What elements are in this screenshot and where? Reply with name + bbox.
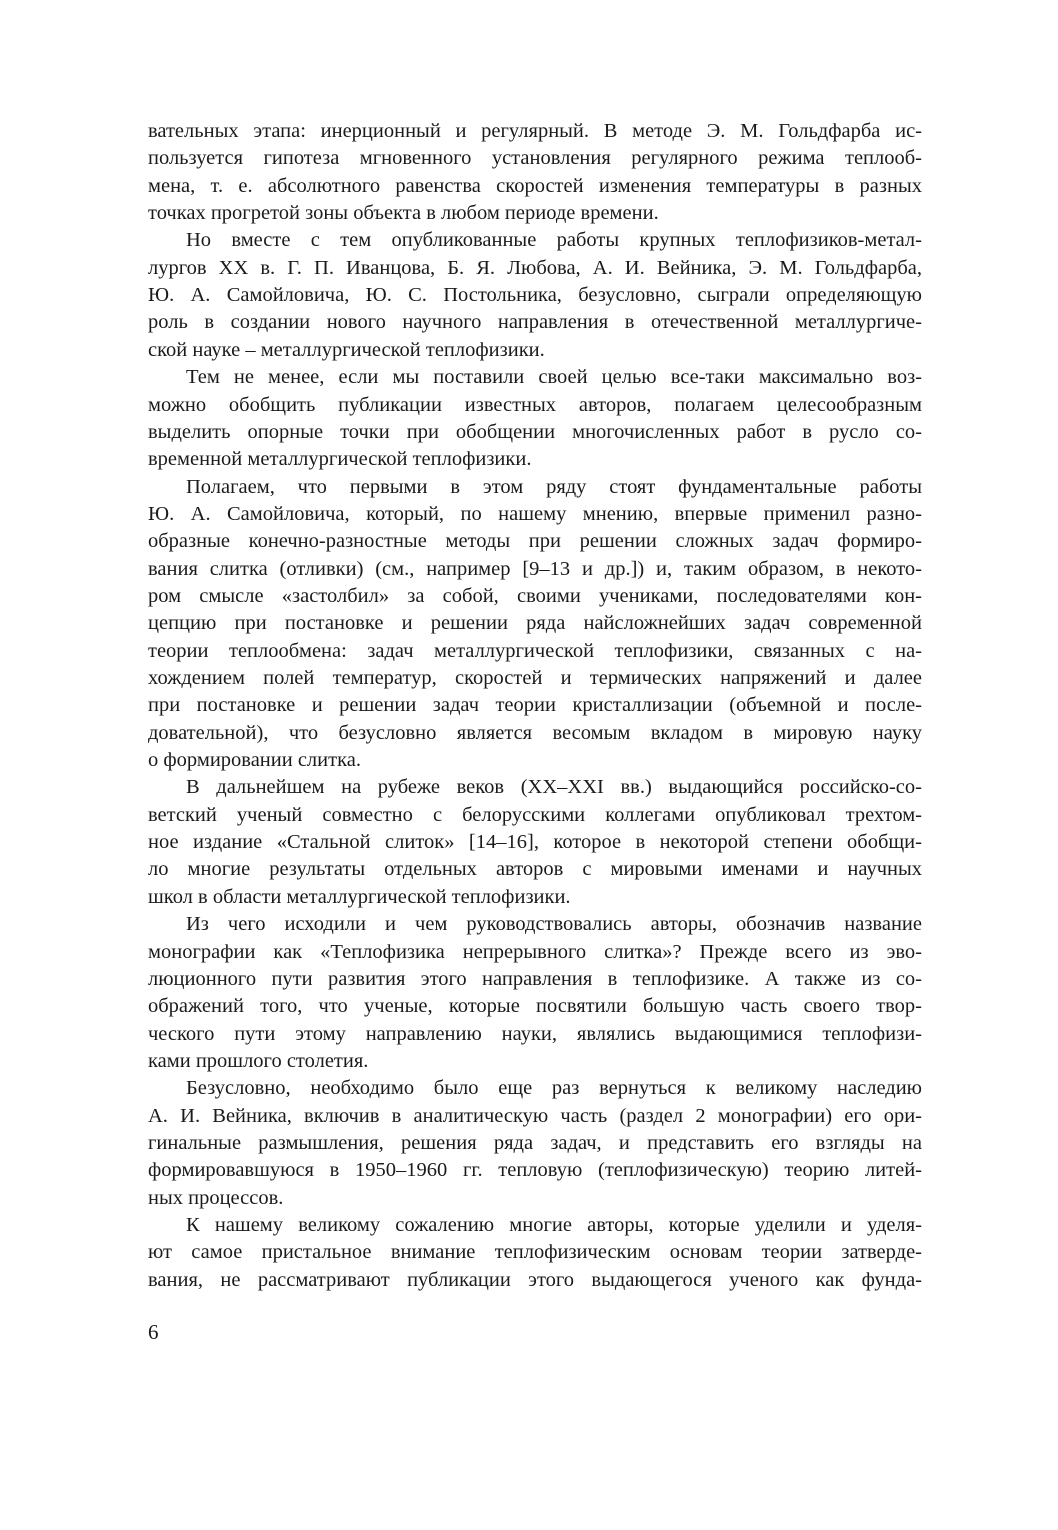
text-line: вания, не рассматривают публикации этого выдающегося ученого как фунда- — [148, 1268, 922, 1291]
text-line: ное издание «Стальной слиток» [14–16], которое в некоторой степени обобщи- — [148, 831, 922, 854]
text-line: монографии как «Теплофизика непрерывного слитка»? Прежде всего из эво- — [148, 940, 922, 963]
text-line: образные конечно-разностные методы при решении сложных задач формиро- — [148, 530, 922, 553]
text-line: можно обобщить публикации известных авторов, полагаем целесообразным — [148, 393, 922, 416]
text-line: теории теплообмена: задач металлургической теплофизики, связанных с на- — [148, 639, 922, 662]
text-line: Тем не менее, если мы поставили своей целью все-таки максимально воз- — [186, 366, 922, 389]
text-line: роль в создании нового научного направления в отечественной металлургиче- — [148, 311, 922, 334]
text-line: ками прошлого столетия. — [148, 1049, 369, 1072]
text-line: лургов XX в. Г. П. Иванцова, Б. Я. Любова, А. И. Вейника, Э. М. Гольдфарба, — [148, 256, 922, 279]
text-line: Ю. А. Самойловича, который, по нашему мнению, впервые применил разно- — [148, 502, 922, 525]
text-line: А. И. Вейника, включив в аналитическую часть (раздел 2 монографии) его ори- — [148, 1104, 922, 1127]
text-line: цепцию при постановке и решении ряда найсложнейших задач современной — [148, 612, 922, 635]
text-line: Безусловно, необходимо было еще раз вернуться к великому наследию — [186, 1077, 922, 1100]
text-line: ют самое пристальное внимание теплофизическим основам теории затверде- — [148, 1241, 922, 1264]
text-line: В дальнейшем на рубеже веков (XX–XXI вв.) выдающийся российско-со- — [186, 776, 922, 799]
text-line: ветский ученый совместно с белорусскими коллегами опубликовал трехтом- — [148, 803, 922, 826]
text-line: Ю. А. Самойловича, Ю. С. Постольника, безусловно, сыграли определяющую — [148, 284, 922, 307]
text-line: К нашему великому сожалению многие авторы, которые уделили и уделя- — [186, 1214, 922, 1236]
page-number: 6 — [148, 1320, 159, 1344]
text-line: ных процессов. — [148, 1186, 284, 1209]
text-line: люционного пути развития этого направления в теплофизике. А также из со- — [148, 967, 922, 990]
text-line: ло многие результаты отдельных авторов с мировыми именами и научных — [148, 858, 922, 881]
text-line: пользуется гипотеза мгновенного установления регулярного режима теплооб- — [148, 147, 922, 170]
text-line: гинальные размышления, решения ряда задач, и представить его взгляды на — [148, 1131, 922, 1154]
text-line: ром смысле «застолбил» за собой, своими учениками, последователями кон- — [148, 584, 922, 607]
text-line: Но вместе с тем опубликованные работы крупных теплофизиков-метал- — [186, 229, 922, 252]
text-line: хождением полей температур, скоростей и термических напряжений и далее — [148, 667, 922, 689]
text-line: при постановке и решении задач теории кристаллизации (объемной и после- — [148, 694, 922, 717]
text-line: вания слитка (отливки) (см., например [9–13 и др.]) и, таким образом, в некото- — [148, 557, 922, 580]
text-line: Полагаем, что первыми в этом ряду стоят фундаментальные работы — [186, 475, 922, 498]
text-line: временной металлургической теплофизики. — [148, 448, 532, 471]
text-line: о формировании слитка. — [148, 749, 361, 772]
text-line: мена, т. е. абсолютного равенства скоростей изменения температуры в разных — [148, 174, 922, 197]
text-line: вательных этапа: инерционный и регулярный. В методе Э. М. Гольдфарба ис- — [148, 120, 922, 142]
text-line: точках прогретой зоны объекта в любом периоде времени. — [148, 202, 659, 225]
text-line: довательной), что безусловно является весомым вкладом в мировую науку — [148, 721, 922, 744]
text-line: ображений того, что ученые, которые посвятили большую часть своего твор- — [148, 995, 922, 1018]
text-line: Из чего исходили и чем руководствовались авторы, обозначив название — [186, 913, 922, 936]
text-line: выделить опорные точки при обобщении многочисленных работ в русло со- — [148, 420, 922, 443]
text-line: формировавшуюся в 1950–1960 гг. тепловую (теплофизическую) теорию литей- — [148, 1159, 922, 1182]
text-line: ской науке – металлургической теплофизики. — [148, 338, 545, 361]
text-line: ческого пути этому направлению науки, являлись выдающимися теплофизи- — [148, 1022, 922, 1045]
text-line: школ в области металлургической теплофизики. — [148, 885, 571, 908]
